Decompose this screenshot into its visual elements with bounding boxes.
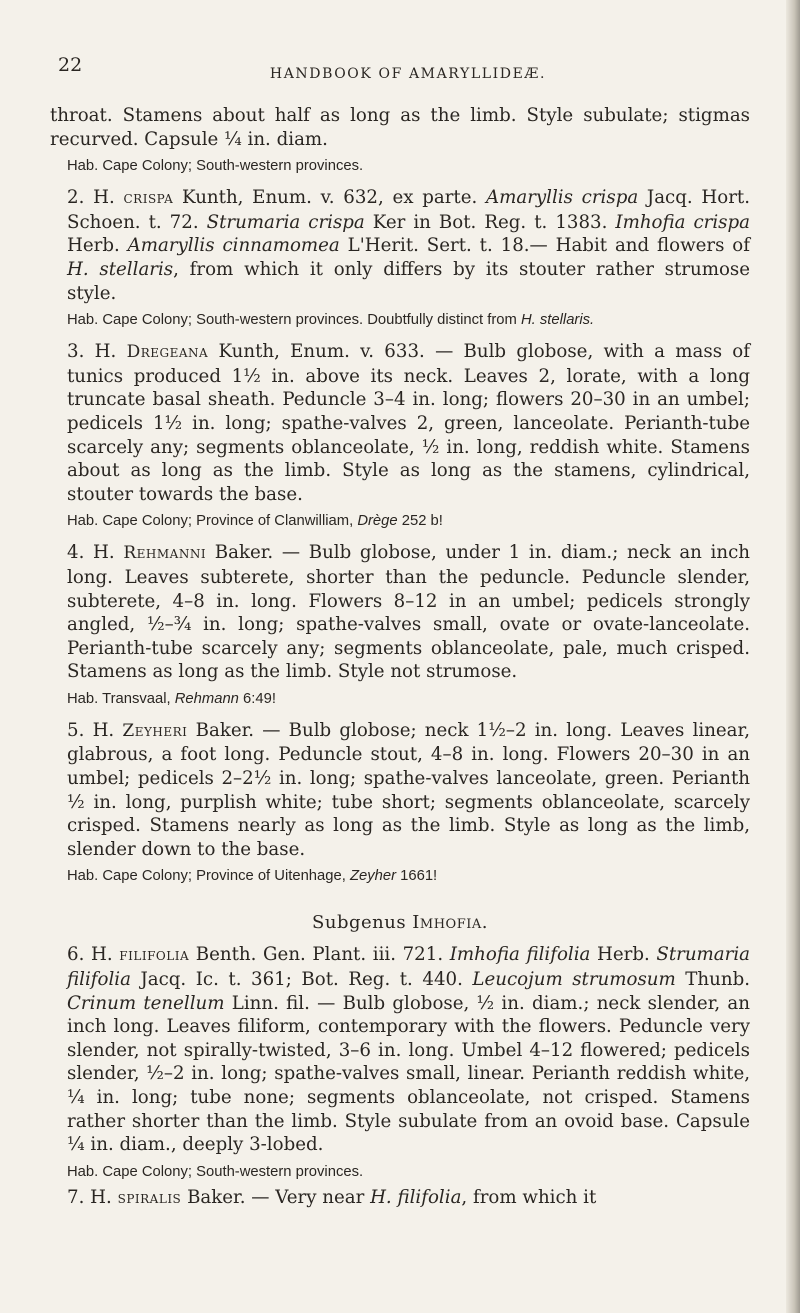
running-head: HANDBOOK OF AMARYLLIDEÆ.: [269, 66, 547, 82]
page-number: 22: [58, 54, 83, 76]
habitat-note: Hab. Transvaal, Rehmann 6:49!: [67, 690, 276, 707]
entry-text: 6. H. filifolia Benth. Gen. Plant. iii. 721. Imhofia filifolia Herb. Strumaria filifolia Jacq. Ic. t. 361; Bot. Reg. t. 440. Leucojum strumosum Thunb. Crinum tenellum Linn. fil. — Bulb globose, ½ in. diam.; neck slender, an inch long. Leaves filiform, contemporary with the flowers. Peduncle very slender, not spirally-twisted, 3–6 in. long. Umbel 4–12 flowered; pedicels slender, ½–2 in. long; spathe-valves small, linear. Perianth reddish white, ¼ in. long; tube none; segments oblanceolate, not crisped. Stamens rather shorter than the limb. Style subulate from an ovoid base. Capsule ¼ in. diam., deeply 3-lobed.: [67, 944, 750, 1156]
page-header: [58, 56, 758, 86]
entry-text: 5. H. Zeyheri Baker. — Bulb globose; neck 1½–2 in. long. Leaves linear, glabrous, a foot long. Peduncle stout, 4–8 in. long. Flowers 20–30 in an umbel; pedicels 2–2½ in. long; spathe-valves lanceolate, green. Perianth ½ in. long, purplish white; tube short; segments oblanceolate, scarcely crisped. Stamens nearly as long as the limb. Style as long as the limb, slender down to the base.: [67, 719, 750, 860]
species-entry-5: [50, 719, 750, 887]
intro-block: [50, 104, 750, 176]
species-entry-4: [50, 541, 750, 709]
species-entry-6: [50, 943, 750, 1181]
page-content: [50, 104, 750, 1210]
species-name: Rehmanni: [123, 543, 207, 564]
species-name: filifolia: [119, 945, 190, 966]
entry-text: 7. H. spiralis Baker. — Very near H. filifolia, from which it: [67, 1186, 597, 1208]
entry-text: 3. H. Dregeana Kunth, Enum. v. 633. — Bulb globose, with a mass of tunics produced 1½ in. above its neck. Leaves 2, lorate, with a long truncate basal sheath. Peduncle 3–4 in. long; flowers 20–30 in an umbel; pedicels 1½ in. long; spathe-valves 2, green, lanceolate. Perianth-tube scarcely any; segments oblanceolate, ½ in. long, reddish white. Stamens about as long as the limb. Style as long as the stamens, cylindrical, stouter towards the base.: [67, 341, 750, 505]
species-name: spiralis: [117, 1187, 182, 1208]
habitat-note: Hab. Cape Colony; Province of Clanwilliam, Drège 252 b!: [67, 513, 443, 530]
species-name: crispa: [123, 188, 174, 209]
species-entry-3: [50, 340, 750, 531]
species-entry-7: [50, 1186, 750, 1211]
species-entry-2: [50, 186, 750, 330]
habitat-note: Hab. Cape Colony; South-western provinces. Doubtfully distinct from H. stellaris.: [67, 312, 595, 329]
habitat-note: Hab. Cape Colony; South-western provinces.: [67, 158, 364, 175]
species-name: Dregeana: [126, 342, 209, 363]
habitat-note: Hab. Cape Colony; South-western provinces.: [67, 1163, 364, 1180]
intro-text: throat. Stamens about half as long as the limb. Style subulate; stigmas recurved. Capsule ¼ in. diam.: [50, 105, 750, 150]
page-edge: [786, 0, 800, 1313]
entry-text: 2. H. crispa Kunth, Enum. v. 632, ex parte. Amaryllis crispa Jacq. Hort. Schoen. t. 72. Strumaria crispa Ker in Bot. Reg. t. 1383. Imhofia crispa Herb. Amaryllis cinnamomea L'Herit. Sert. t. 18.— Habit and flowers of H. stellaris, from which it only differs by its stouter rather strumose style.: [67, 187, 751, 304]
subgenus-heading: Subgenus Imhofia.: [312, 912, 488, 934]
entry-text: 4. H. Rehmanni Baker. — Bulb globose, under 1 in. diam.; neck an inch long. Leaves subterete, shorter than the peduncle. Peduncle slender, subterete, 4–8 in. long. Flowers 8–12 in an umbel; pedicels strongly angled, ½–¾ in. long; spathe-valves small, ovate or ovate-lanceolate. Perianth-tube scarcely any; segments oblanceolate, pale, much crisped. Stamens as long as the limb. Style not strumose.: [67, 542, 750, 683]
habitat-note: Hab. Cape Colony; Province of Uitenhage, Zeyher 1661!: [67, 868, 438, 885]
species-name: Zeyheri: [122, 720, 188, 741]
